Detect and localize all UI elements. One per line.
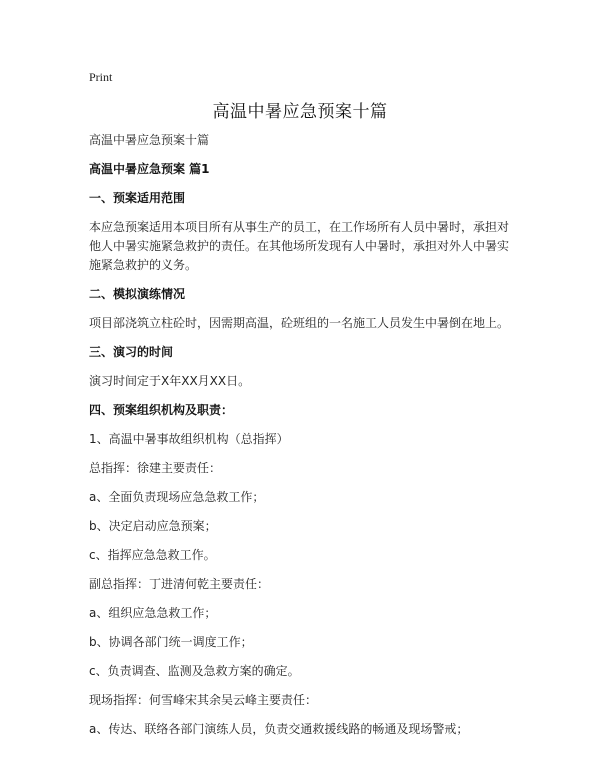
paragraph: b、协调各部门统一调度工作； [89,635,253,649]
section-heading: 二、模拟演练情况 [89,287,186,301]
paragraph: 1、高温中暑事故组织机构（总指挥） [89,432,289,446]
paragraph: 副总指挥：丁进清何乾主要责任： [89,577,270,591]
document-subtitle: 高温中暑应急预案十篇 [89,133,210,147]
section-heading: 四、预案组织机构及职责： [89,403,234,417]
paragraph: a、传达、联络各部门演练人员，负责交通救援线路的畅通及现场警戒； [89,722,469,736]
paragraph: b、决定启动应急预案； [89,519,217,533]
document-title: 高温中暑应急预案十篇 [212,102,388,122]
paragraph: 项目部浇筑立柱砼时，因需期高温，砼班组的一名施工人员发生中暑倒在地上。 [89,316,510,330]
paragraph: a、全面负责现场应急急救工作； [89,490,265,504]
paragraph: 总指挥：徐建主要责任： [89,461,222,475]
print-label: Print [89,70,113,84]
document-body [89,131,519,749]
part-title: 高温中暑应急预案 篇1 [89,162,210,176]
paragraph: 演习时间定于X年XX月XX日。 [89,374,251,388]
section-heading: 三、演习的时间 [89,345,174,359]
paragraph: c、负责调查、监测及急救方案的确定。 [89,664,300,678]
paragraph: a、组织应急急救工作； [89,606,217,620]
section-heading: 一、预案适用范围 [89,191,186,205]
paragraph: 本应急预案适用本项目所有从事生产的员工，在工作场所有人员中暑时，承担对他人中暑实施紧急救护的责任。在其他场所发现有人中暑时，承担对外人中暑实施紧急救护的义务。 [89,220,510,272]
paragraph: c、指挥应急急救工作。 [89,548,216,562]
paragraph: 现场指挥：何雪峰宋其余吴云峰主要责任： [89,693,318,707]
